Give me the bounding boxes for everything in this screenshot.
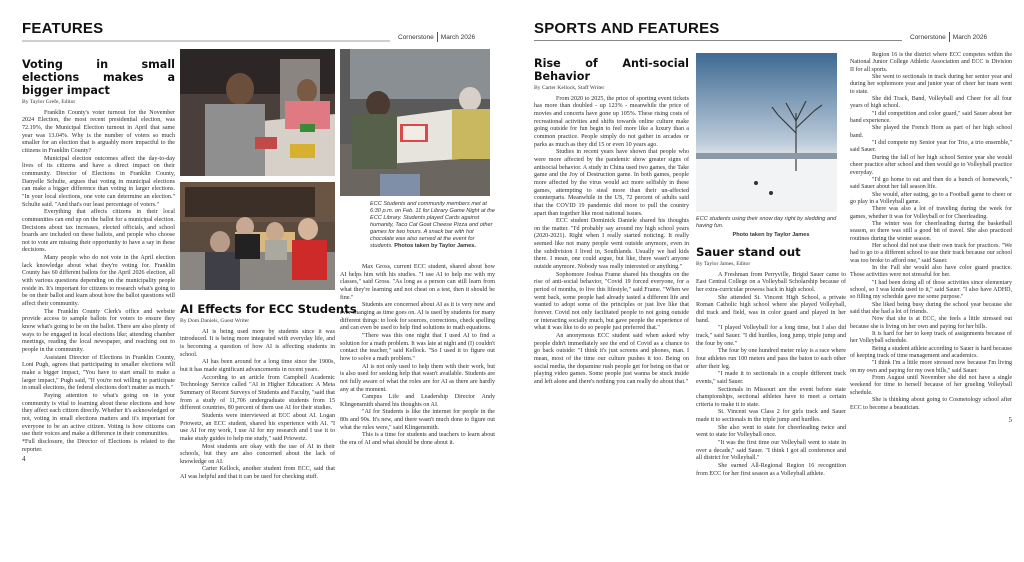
article-paragraph: "I think I'm a little more stressed now because I'm living on my own and paying for my own bills," said Sauer. — [850, 360, 1012, 374]
photo-image — [340, 49, 490, 196]
article-paragraph: AI is being used more by students since it was introduced. It is being more integrated with everyday life, and is becoming a question of how AI is affecting students in school. — [180, 328, 335, 358]
sauer-article-col2 — [850, 52, 1012, 424]
article-paragraph: A Freshman from Perryville, Brigid Sauer came to East Central College on a Volleyball Scholarship because of her extra-curricular prowess back in high school. — [696, 271, 846, 293]
page-number: 5 — [1008, 415, 1012, 424]
article-paragraph: Municipal election outcomes affect the day-to-day lives of its citizens and have a direct impact on their community. Director of Elections in Franklin County, Danyelle Schulte, argues that voting in municipal elections can make a bigger difference than voting in larger elections. "In your local elections, one vote can determine an election." Schulte said. "And that's our least percentage of voters." — [22, 155, 175, 208]
article-paragraph: She earned All-Regional Region 16 recognition from ECC for her first season as a Volleyball athlete. — [696, 463, 846, 477]
article-paragraph: During the fall of her high school Senior year she would cheer practice after school and then would go to Volleyball practice everyday. — [850, 154, 1012, 176]
photo-credit: Photo taken by Taylor James — [732, 232, 810, 238]
article-paragraph: It is hard for her to keep track of assignments because of her Volleyball schedule. — [850, 331, 1012, 345]
article-byline: By Carter Kellock, Staff Writer — [534, 85, 605, 91]
article-paragraph: "It was the first time our Volleyball went to state in over a decade," said Sauer. "I think I got all conference and all district for Volleyball." — [696, 440, 846, 462]
article-paragraph: She attended St. Vincent High School, a private Roman Catholic high school where she played Volleyball, did track and field, was in color guard and played in her band. — [696, 294, 846, 324]
article-paragraph: "I made it to sectionals in a couple different track events," said Sauer. — [696, 371, 846, 385]
article-headline: AI Effects for ECC Students — [180, 302, 357, 316]
article-paragraph: The Franklin County Clerk's office and website provide access to sample ballots for voters to ensure they know what's going to be on the ballot. There are also plenty of ways to be engaged in local elections like; attending chamber meetings, reading the local newspaper, and reaching out to people in the community. — [22, 308, 175, 353]
article-paragraph: Sophomore Joshua Frame shared his thoughts on the rise of anti-social behavior, "Covid 19 forced everyone, for a period of months, to live this lifestyle," said Frame. "When we went back, some people had already tasted a different life and wanted to adopt some of the principles or just live like that forever. Covid not only facilitated people to not going outside or interacting socially much, but gave people the experience of what it was like to do so people just preferred that." — [534, 271, 689, 332]
article-byline: By Dom Daniels, Guest Writer — [180, 318, 250, 324]
issue-date: March 2026 — [440, 33, 476, 41]
article-paragraph: This is a time for students and teachers to learn about the era of AI and what should be done about it. — [340, 432, 495, 447]
photo-caption — [340, 201, 495, 250]
article-paragraph: Assistant Director of Elections in Franklin County, Loni Pugh, agrees that participating in smaller elections will make a bigger impact, "You have to start small to make a larger impact," Pugh said, "If you're not willing to participate in small elections, the federal elections don't matter as much." — [22, 354, 175, 392]
article-paragraph: Most students are okay with the use of AI in their schools, but they are also concerned about the lack of knowledge on AI. — [180, 443, 335, 465]
article-paragraph: Paying attention to what's going on in your community is vital to learning about these elections and how they affect each citizen directly. Whether it's acknowledged or not, voting in small elections matters and it's important for everyone to be an active citizen. Voting is how citizens can use their voices and make a difference in their communities. — [22, 392, 175, 438]
article-paragraph: Campus Life and Leadership Director Andy Klingensmith shared his thoughts on AI. — [340, 394, 495, 408]
photo-game-night-2 — [180, 182, 335, 290]
article-paragraph: Carter Kellock, another student from ECC, said that AI was helpful and that it can be used for checking stuff. — [180, 466, 335, 481]
photo-snow-day — [696, 53, 837, 212]
page-number: 4 — [22, 455, 26, 464]
article-paragraph: She did Track, Band, Volleyball and Cheer for all four years of high school. — [850, 96, 1012, 110]
article-byline: By Taylor Grefe, Editor — [22, 99, 76, 105]
page-right — [512, 0, 1024, 562]
article-paragraph: Sectionals in Missouri are the event before state championships, sectional athletes have to meet a certain criteria to make it to state. — [696, 386, 846, 408]
article-paragraph: Max Gross, current ECC student, shared about how AI helps him with his studies. "I use AI to help me with my classes," said Gross. "As long as a person can still learn from what they're learning and not cheat on a test, then it should be fine." — [340, 264, 495, 301]
article-paragraph: An anonymous ECC student said when asked why people didn't immediately see the end of Covid as a chance to go back outside: "I think it's just screens and phones, man. I mean, most of the time our culture pushes it too. Being on social media, the dopamine rush people get for being on that or playing video games. Some people just wanna be stuck inside and left alone and there's nothing you can really do about that." — [534, 333, 689, 385]
article-paragraph: Many people who do not vote in the April election lack knowledge about what they're voting for. Franklin County has 60 different ballots for the April 2026 election, all with various questions depending on the municipality people reside in. It's important for citizens to research what's going to be on their ballot and learn about how the ballot questions will affect their community. — [22, 255, 175, 308]
article-paragraph: AI has been around for a long time since the 1900s, but it has made significant advancements in recent years. — [180, 359, 335, 373]
article-paragraph: Studies in recent years have shown that people who were more affected by the pandemic show greater signs of antisocial behavior. A study in China used two games, the Take game and the Joy of Destruction game. In both games, people more affected by the virus would act more selfishly in these games, attempting to steal more than their un-affected counterparts. Meanwhile in the US, 72 percent of adults said that the COVID 19 pandemic did more to pull the country apart than together like most national issues. — [534, 149, 689, 217]
photo-game-night-1 — [180, 49, 335, 176]
photo-image — [180, 182, 335, 290]
ai-article-col1 — [180, 302, 357, 482]
article-paragraph: "I'd go home to eat and then do a bunch of homework," said Sauer about her fall season life. — [850, 176, 1012, 191]
article-paragraph: From August until November she did not have a single weekend for time to herself because of her grueling Volleyball schedule. — [850, 375, 1012, 396]
article-paragraph: Everything that affects citizens in their local communities can end up on the ballot for a municipal election. Decisions about tax increases, elected officials, and school boards are included on these ballots, and people who choose not to vote are missing their opportunity to have a say in these decisions. — [22, 209, 175, 254]
article-paragraph: "AI for Students is like the internet for people in the 80s and 90s. It's new, and there wasn't much done to figure out what the rules were," said Klingensmith. — [340, 409, 495, 431]
publication-name: Cornerstone — [910, 33, 946, 41]
article-paragraph: According to an article from Campbell Academic Technology Service called "AI in Higher Education: A Meta Summary of Recent Surveys of Students and Faculty, "said that from a study of 11,706 undergraduate students from 15 different countries, 80 percent of them use AI for their studies. — [180, 374, 335, 412]
caption-text: ECC students using their snow day right by sledding and having fun. — [696, 216, 837, 229]
article-paragraph: Students were interviewed at ECC about AI. Logan Priowetz, an ECC student, shared his experience with AI. "I use AI for my work, I use AI for my research and I use it to make study guides to help me study," said Priowetz. — [180, 412, 335, 442]
photo-image — [696, 53, 837, 212]
article-headline: Sauer stand out — [696, 245, 801, 259]
article-paragraph: "I did competition and color guard," said Sauer about her band experience. — [850, 110, 1012, 125]
article-paragraph: ECC student Dominick Daniele shared his thoughts on the matter. "I'd probably say around my high school years (2020-2021). Right when I really started noticing. It really seemed like not many people went outside anymore, even in the subdivision I lived in, Southlands. Usually we had kids there. I mean, one could argue, but like, there wasn't anyone outside anymore. Nobody was really interested or anything." — [534, 218, 689, 271]
article-paragraph: The winter was for cheerleading during the basketball season, so there was still a good bit of travel. She also practiced routines during the winter season. — [850, 220, 1012, 242]
masthead — [910, 32, 987, 42]
article-paragraph: AI is not only used to help them with their work, but is also used for seeking help that wasn't available. Students are not fully aware of what the roles are for AI as there are hardly any at the moment. — [340, 363, 495, 393]
article-paragraph: Students are concerned about AI as it is very new and ever-changing as time goes on. AI is used by students for many different things: to look for sources, corrections, check spelling and can even be used to help find solutions to math equations. — [340, 302, 495, 332]
article-paragraph: Her school did not use their own track for practices. "We had to go to a different school to use their track because our school was too broke to afford one," said Sauer. — [850, 242, 1012, 264]
section-rule — [534, 40, 902, 41]
publication-name: Cornerstone — [398, 33, 434, 41]
article-paragraph: "I had been doing all of those activities since elementary school, so I was kinda used to it," said Sauer. "I also have ADHD, so filling my schedule gave me some purpose." — [850, 279, 1012, 301]
article-paragraph: Region 16 is the district where ECC competes within the National Junior College Athletic Association and ECC is Division II for all sports. — [850, 52, 1012, 73]
article-paragraph: In the Fall she would also have color guard practice. Those activities were not stressful for her. — [850, 264, 1012, 279]
sauer-article-col1 — [696, 216, 846, 478]
masthead-divider — [437, 32, 438, 42]
masthead — [398, 32, 475, 42]
article-headline: Voting in small elections makes a bigger impact — [22, 58, 175, 97]
article-paragraph: She played the French Horn as part of her high school band. — [850, 125, 1012, 139]
article-paragraph: "I played Volleyball for a long time, but I also did track," said Sauer. "I did hurdles, long jump, triple jump and the four by one." — [696, 325, 846, 347]
voting-article — [22, 58, 175, 463]
article-paragraph: She would, after eating, go to a Football game to cheer or go play in a Volleyball game. — [850, 191, 1012, 205]
disclosure-note: *Full disclosure, the Director of Elections is related to the reporter. — [22, 438, 175, 453]
article-paragraph: Franklin County's voter turnout for the November 2024 Election, the most recent presidential election, was 72.19%, the Municipal Election turnout in April that same year was 13.04%. Why is the number of voters so much smaller for an election that is arguably more impactful to the citizens in Franklin County? — [22, 109, 175, 154]
article-paragraph: She went to sectionals in track during her senior year and during her sophomore year and junior year of cheer her team went to state. — [850, 74, 1012, 95]
article-paragraph: She also went to state for cheerleading twice and went to state for Volleyball once. — [696, 424, 846, 439]
section-title: FEATURES — [22, 20, 104, 37]
ai-article-col2 — [340, 201, 495, 448]
article-paragraph: She is thinking about going to Cosmetology school after ECC to become a beautician. — [850, 397, 1012, 411]
article-paragraph: From 2020 to 2025, the price of sporting event tickets has more than doubled - up 123% - meanwhile the price of movies and concerts have gone up 105%. These rising costs of recreational activities and shifts towards online culture make going outside for fun begin to feel more like a luxury than a common practice. People simply do not gather in arcades or parks as much as they did 15 or even 10 years ago. — [534, 95, 689, 148]
article-byline: By Taylor James, Editor — [696, 261, 751, 267]
article-paragraph: Now that she is at ECC, she feels a little stressed out because she is living on her own and paying for her bills. — [850, 316, 1012, 330]
article-paragraph: Being a student athlete according to Sauer is hard because of keeping track of time management and academics. — [850, 345, 1012, 360]
article-paragraph: "I did compete my Senior year for Trio, a trio ensemble," said Sauer. — [850, 140, 1012, 154]
photo-caption — [696, 216, 846, 230]
photo-game-night-3 — [340, 49, 490, 196]
article-paragraph: She liked being busy during the school year because she said that she had a lot of friends. — [850, 301, 1012, 316]
article-paragraph: There was also a lot of traveling during the week for games, whether it was for Volleyball or for Cheerleading. — [850, 206, 1012, 220]
antisocial-article — [534, 57, 689, 387]
masthead-divider — [949, 32, 950, 42]
article-paragraph: The four by one hundred meter relay is a race where four athletes run 100 meters and pass the baton to each other after their leg. — [696, 348, 846, 370]
photo-credit: Photos taken by Taylor James. — [394, 243, 476, 249]
article-headline: Rise of Anti-social Behavior — [534, 57, 689, 83]
caption-text: ECC Students and community members met at 6:30 p.m. on Feb. 11 for Library Game Night at the ECC Library. Students played Cards against humanity, Taco Cat Goat Cheese Pizza and other games for two hours. A snack bar with hot chocolate was also served at the event for students. — [370, 201, 495, 249]
section-rule — [22, 40, 390, 42]
issue-date: March 2026 — [952, 33, 988, 41]
article-paragraph: "There was this one night that I used AI to find a solution for a math problem. It was late at night and (I) couldn't contact the teacher," said Kellock. "So I used it to figure out how to solve a math problem." — [340, 332, 495, 362]
photo-image — [180, 49, 335, 176]
section-title: SPORTS AND FEATURES — [534, 20, 720, 37]
article-paragraph: St. Vincent was Class 2 for girls track and Sauer made it to sectionals in the triple jump and hurdles. — [696, 409, 846, 424]
